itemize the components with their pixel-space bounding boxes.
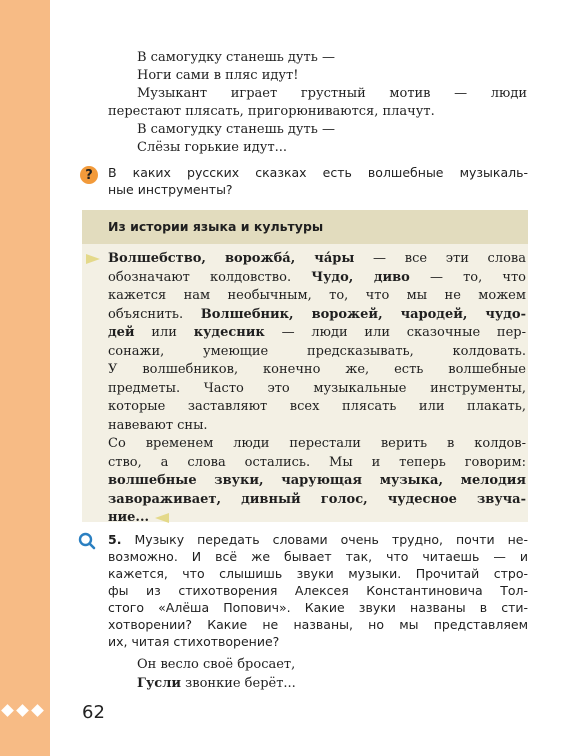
- poem-line: Слёзы горькие идут...: [137, 140, 288, 155]
- page-number: 62: [82, 702, 105, 723]
- prose-line: перестают плясать, пригорюниваются, плачут.: [108, 104, 435, 119]
- poem-line: В самогудку станешь дуть —: [137, 122, 335, 137]
- page-margin-bar: [0, 0, 50, 756]
- question-icon: ?: [80, 166, 98, 184]
- poem-line: Ноги сами в пляс идут!: [137, 68, 299, 83]
- search-icon: [78, 532, 96, 550]
- diamond-shape: [31, 704, 44, 717]
- task-line: стого «Алёша Попович». Какие звуки названы в сти-: [108, 600, 528, 615]
- poem-line: В самогудку станешь дуть —: [137, 50, 335, 65]
- task-line: 5. Музыку передать словами очень трудно, почти не-: [108, 532, 528, 547]
- decorative-diamonds: [0, 702, 50, 720]
- question-text: ные инструменты?: [108, 182, 233, 197]
- box-line: завораживает, дивный голос, чудесное звуча-: [108, 491, 526, 507]
- task-line: возможно. И всё же бывает так, что читаешь — и: [108, 549, 528, 564]
- box-line: которые заставляют всех плясать или плакать,: [108, 399, 526, 414]
- arrow-left-icon: [155, 513, 169, 523]
- task-line: их, читая стихотворение?: [108, 634, 280, 649]
- diamond-shape: [16, 704, 29, 717]
- box-line: объяснить. Волшебник, ворожей, чародей, чудо-: [108, 306, 526, 322]
- box-line: кажется нам необычным, то, что мы не можем: [108, 288, 526, 303]
- box-line: Волшебство, ворожба́, ча́ры — все эти слова: [108, 251, 526, 266]
- diamond-shape: [1, 704, 14, 717]
- task-line: фы из стихотворения Алексея Константиновича Тол-: [108, 583, 528, 598]
- box-line: У волшебников, конечно же, есть волшебные: [108, 362, 526, 377]
- prose-line: Музыкант играет грустный мотив — люди: [137, 86, 527, 101]
- task-line: хотворении? Какие не названы, но мы представляем: [108, 617, 528, 632]
- box-line: навевают сны.: [108, 417, 208, 433]
- box-line-end: ние...: [108, 496, 169, 515]
- box-line: Со временем люди перестали верить в колдов-: [108, 436, 526, 451]
- box-line: сонажи, умеющие предсказывать, колдовать.: [108, 343, 526, 359]
- poem-line: Он весло своё бросает,: [137, 657, 296, 672]
- box-line: обозначают колдовство. Чудо, диво — то, что: [108, 269, 526, 285]
- box-line: волшебные звуки, чарующая музыка, мелодия: [108, 473, 526, 488]
- poem-line: Гусли звонкие берёт...: [137, 676, 296, 691]
- culture-box-title: Из истории языка и культуры: [108, 219, 324, 234]
- box-line: дей или кудесник — люди или сказочные пер-: [108, 325, 526, 340]
- arrow-right-icon: [86, 254, 100, 264]
- task-line: кажется, что слышишь звуки музыки. Прочитай стро-: [108, 566, 528, 581]
- question-text: В каких русских сказках есть волшебные музыкаль-: [108, 165, 528, 180]
- box-line: предметы. Часто это музыкальные инструменты,: [108, 380, 526, 396]
- box-line: ство, а слова остались. Мы и теперь говорим:: [108, 454, 526, 470]
